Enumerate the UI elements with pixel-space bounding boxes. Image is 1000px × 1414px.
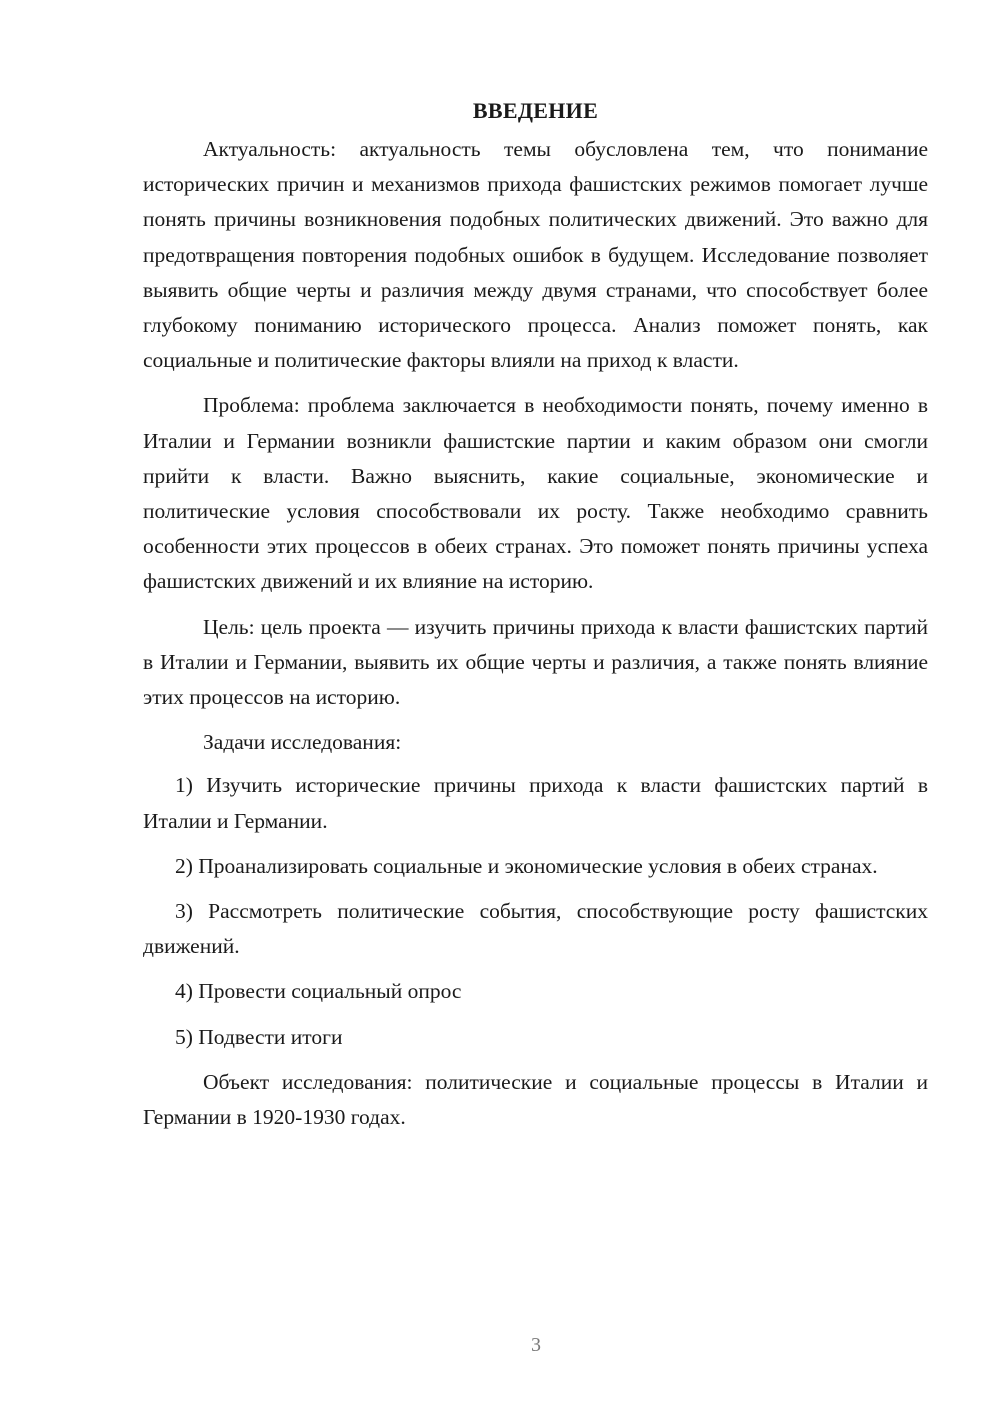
tasks-title: Задачи исследования: (203, 730, 402, 755)
document-page (143, 96, 928, 1145)
task-item-1: 1) Изучить исторические причины прихода к власти фашистских партий в Италии и Германии. (143, 773, 928, 833)
paragraph-object: Объект исследования: политические и социальные процессы в Италии и Германии в 1920-1930 годах. (143, 1069, 928, 1130)
task-item-2: 2) Проанализировать социальные и экономические условия в обеих странах. (175, 853, 878, 878)
page-number: 3 (531, 1334, 541, 1356)
page-title: ВВЕДЕНИЕ (472, 98, 599, 123)
task-item-5: 5) Подвести итоги (175, 1024, 343, 1049)
task-item-3: 3) Рассмотреть политические события, способствующие росту фашистских движений. (143, 899, 928, 959)
paragraph-goal: Цель: цель проекта — изучить причины прихода к власти фашистских партий в Италии и Германии, выявить их общие черты и различия, а также понять влияние этих процессов на историю. (143, 614, 928, 710)
paragraph-relevance: Актуальность: актуальность темы обусловлена тем, что понимание исторических причин и механизмов прихода фашистских режимов помогает лучше понять причины возникновения подобных политических движений. Это важно для предотвращения повторения подобных ошибок в будущем. Исследование позволяет выявить общие черты и различия между двумя странами, что способствует более глубокому пониманию исторического процесса. Анализ поможет понять, как социальные и политические факторы влияли на приход к власти. (143, 137, 928, 373)
task-item-4: 4) Провести социальный опрос (175, 979, 462, 1004)
paragraph-problem: Проблема: проблема заключается в необходимости понять, почему именно в Италии и Германии возникли фашистские партии и каким образом они смогли прийти к власти. Важно выяснить, какие социальные, экономические и политические условия способствовали их росту. Также необходимо сравнить особенности этих процессов в обеих странах. Это поможет понять причины успеха фашистских движений и их влияние на историю. (143, 393, 928, 594)
